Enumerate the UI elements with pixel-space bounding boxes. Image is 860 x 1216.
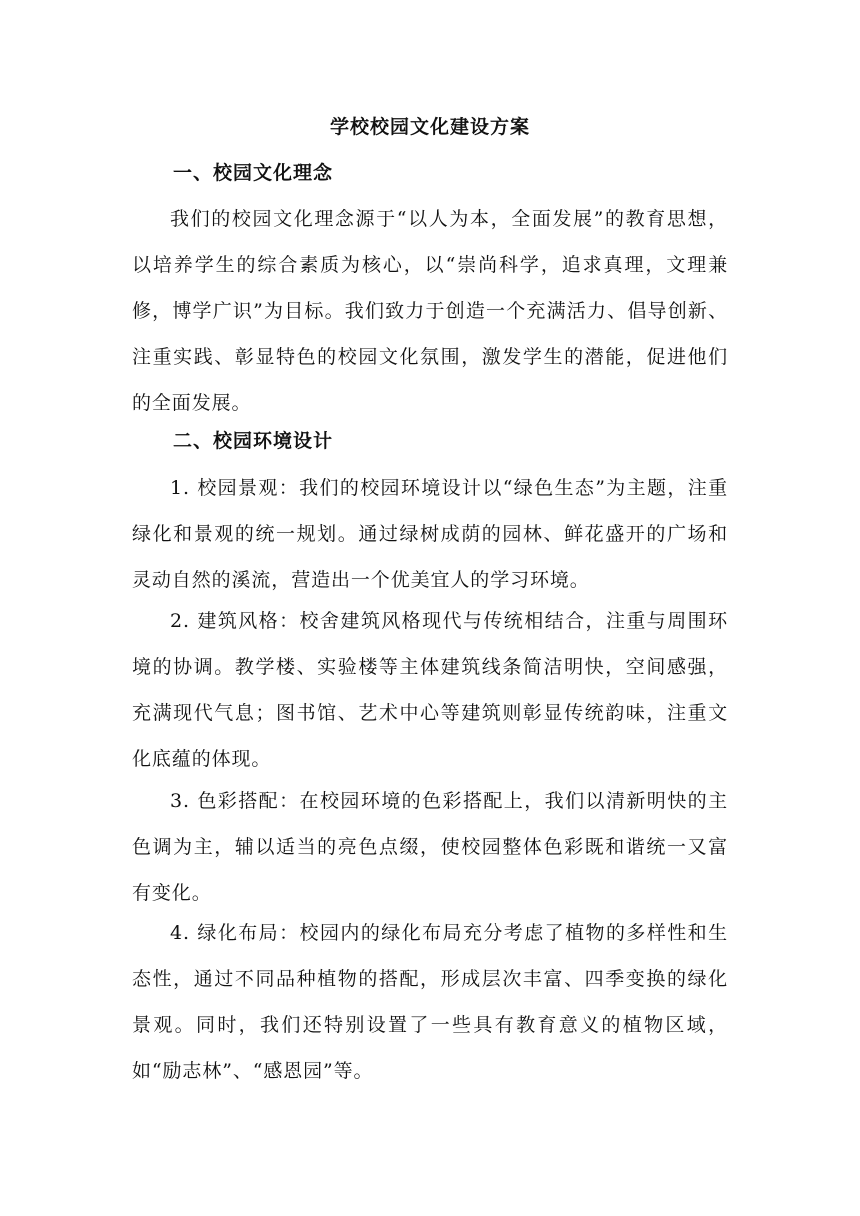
document-title: 学校校园文化建设方案 bbox=[329, 116, 530, 138]
section-heading-environment-design: 二、校园环境设计 bbox=[173, 430, 334, 452]
paragraph-campus-landscape: 1. 校园景观：我们的校园环境设计以“绿色生态”为主题，注重绿化和景观的统一规划。通过绿树成荫的园林、鲜花盛开的广场和灵动自然的溪流，营造出一个优美宜人的学习环境。 bbox=[132, 477, 728, 591]
paragraph-culture-concept: 我们的校园文化理念源于“以人为本，全面发展”的教育思想，以培养学生的综合素质为核心，以“崇尚科学，追求真理，文理兼修，博学广识”为目标。我们致力于创造一个充满活力、倡导创新、注重实践、彰显特色的校园文化氛围，激发学生的潜能，促进他们的全面发展。 bbox=[132, 208, 728, 414]
paragraph-color-scheme: 3. 色彩搭配：在校园环境的色彩搭配上，我们以清新明快的主色调为主，辅以适当的亮色点缀，使校园整体色彩既和谐统一又富有变化。 bbox=[132, 790, 728, 904]
section-heading-culture-concept: 一、校园文化理念 bbox=[173, 162, 334, 184]
paragraph-greening-layout: 4. 绿化布局：校园内的绿化布局充分考虑了植物的多样性和生态性，通过不同品种植物的搭配，形成层次丰富、四季变换的绿化景观。同时，我们还特别设置了一些具有教育意义的植物区域，如“励志林”、“感恩园”等。 bbox=[132, 922, 728, 1082]
paragraph-architecture-style: 2. 建筑风格：校舍建筑风格现代与传统相结合，注重与周围环境的协调。教学楼、实验楼等主体建筑线条简洁明快，空间感强，充满现代气息；图书馆、艺术中心等建筑则彰显传统韵味，注重文化底蕴的体现。 bbox=[132, 610, 728, 770]
